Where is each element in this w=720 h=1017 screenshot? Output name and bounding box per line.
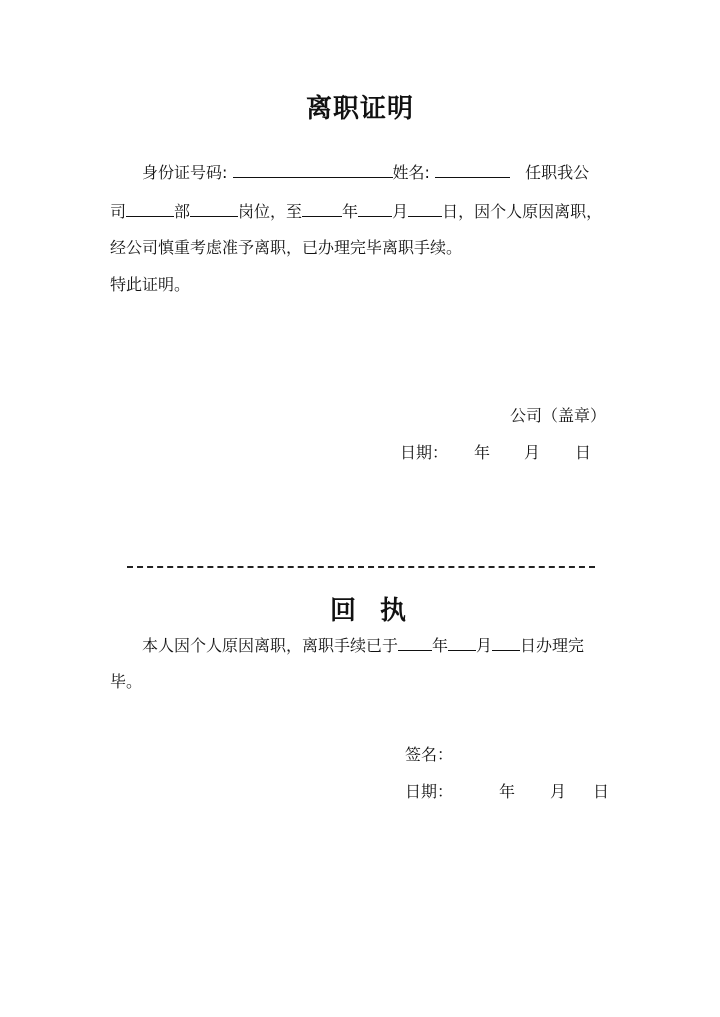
certificate-line-1 [142,162,589,183]
receipt-title-char-2: 执 [380,596,408,626]
day-field[interactable] [408,201,442,217]
text-si: 司 [110,202,127,221]
certificate-line-2 [110,201,602,222]
receipt-text-end: 日办理完 [520,636,585,655]
text-year: 年 [342,202,359,221]
year-field[interactable] [302,201,342,217]
name-field[interactable] [435,162,510,178]
receipt-date-year: 年 [499,782,516,801]
company-seal-label: 公司（盖章） [510,406,607,425]
certificate-title: 离职证明 [306,94,415,124]
receipt-text-year: 年 [432,636,449,655]
receipt-month-field[interactable] [448,635,476,651]
line1-tail-text: 任职我公 [525,163,590,182]
receipt-line-2: 毕。 [110,672,143,691]
receipt-date-month: 月 [550,782,567,801]
receipt-year-field[interactable] [398,635,432,651]
name-label: 姓名: [392,163,430,182]
receipt-date-day: 日 [593,782,610,801]
month-field[interactable] [358,201,392,217]
text-day-reason: 日，因个人原因离职， [442,202,603,221]
receipt-text-start: 本人因个人原因离职，离职手续已于 [142,636,399,655]
certificate-line-4: 特此证明。 [110,275,191,294]
cut-line-separator [127,566,595,568]
certificate-date-label: 日期： [400,443,449,462]
text-department: 部 [174,202,191,221]
department-field[interactable] [126,201,174,217]
id-number-field[interactable] [233,162,393,178]
receipt-title-char-1: 回 [330,596,358,626]
position-field[interactable] [190,201,238,217]
certificate-date-year: 年 [474,443,491,462]
receipt-date-label: 日期： [405,782,454,801]
receipt-day-field[interactable] [492,635,520,651]
receipt-text-month: 月 [476,636,493,655]
text-position-until: 岗位，至 [238,202,303,221]
certificate-date-day: 日 [575,443,592,462]
id-number-label: 身份证号码: [142,163,228,182]
certificate-line-3: 经公司慎重考虑准予离职，已办理完毕离职手续。 [110,238,463,257]
certificate-date-month: 月 [524,443,541,462]
text-month: 月 [392,202,409,221]
signature-label: 签名： [405,745,454,764]
receipt-line-1 [142,635,584,656]
